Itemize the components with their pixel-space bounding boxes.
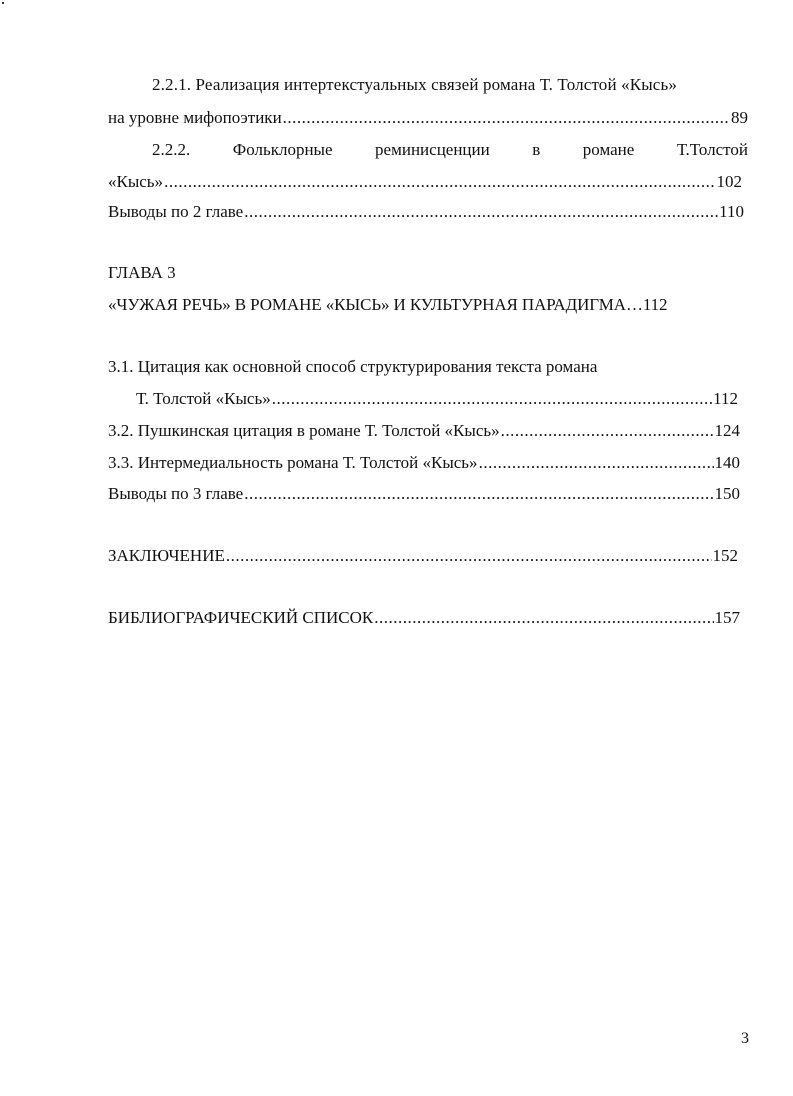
dot-leader (164, 172, 715, 192)
toc-entry-3-3 (108, 453, 740, 473)
word: 2.2.2. (152, 140, 191, 159)
word: реминисценции (375, 140, 490, 159)
dot-leader (283, 108, 730, 128)
toc-entry-2-2-1-title: 2.2.1. Реализация интертекстуальных связей романа Т. Толстой «Кысь» (152, 75, 678, 94)
dot-leader (226, 546, 712, 566)
dot-leader (501, 421, 714, 441)
toc-entry-2-2-2-continuation: «Кысь» (108, 172, 164, 191)
toc-entry-3-2 (108, 421, 740, 441)
toc-entry-2-2-1-continuation: на уровне мифопоэтики (108, 108, 282, 127)
toc-entry-2-2-2-title (152, 140, 748, 160)
scan-mark (2, 2, 4, 4)
toc-entry-3-1-leader (136, 389, 738, 409)
toc-entry-2-2-2-leader (108, 172, 742, 192)
toc-bibliography (108, 608, 740, 628)
page-ref: 110 (719, 202, 744, 221)
toc-entry-3-1-title: 3.1. Цитация как основной способ структурирования текста романа (108, 357, 598, 376)
toc-conclusions-ch2 (108, 202, 744, 222)
word: Фольклорные (232, 140, 333, 159)
page-ref: 112 (713, 389, 738, 408)
word: в (532, 140, 541, 159)
dot-leader (244, 202, 718, 222)
page-ref: 89 (731, 108, 748, 127)
page-ref: 152 (712, 546, 738, 565)
toc-entry-label: БИБЛИОГРАФИЧЕСКИЙ СПИСОК (108, 608, 374, 627)
dot-leader (479, 453, 714, 473)
toc-entry-label: 3.3. Интермедиальность романа Т. Толстой «Кысь» (108, 453, 478, 472)
page-ref: 124 (714, 421, 740, 440)
dot-leader (272, 389, 712, 409)
toc-entry-3-1-continuation: Т. Толстой «Кысь» (136, 389, 271, 408)
page-ref: 140 (714, 453, 740, 472)
page-ref: 157 (714, 608, 740, 627)
toc-entry-label: 3.2. Пушкинская цитация в романе Т. Толстой «Кысь» (108, 421, 500, 440)
toc-conclusions-ch3 (108, 484, 740, 504)
page-number: 3 (741, 1030, 749, 1047)
page-ref: 150 (714, 484, 740, 503)
toc-entry-label: Выводы по 3 главе (108, 484, 244, 503)
dot-leader (244, 484, 713, 504)
word: Т.Толстой (676, 140, 748, 159)
toc-conclusion (108, 546, 738, 566)
page-ref: 102 (716, 172, 742, 191)
word: романе (582, 140, 635, 159)
toc-entry-2-2-1-leader (108, 108, 748, 128)
chapter-3-title: «ЧУЖАЯ РЕЧЬ» В РОМАНЕ «КЫСЬ» И КУЛЬТУРНАЯ ПАРАДИГМА…112 (108, 295, 668, 314)
dot-leader (374, 608, 713, 628)
toc-entry-label: Выводы по 2 главе (108, 202, 244, 221)
chapter-3-label: ГЛАВА 3 (108, 263, 176, 282)
toc-entry-label: ЗАКЛЮЧЕНИЕ (108, 546, 225, 565)
